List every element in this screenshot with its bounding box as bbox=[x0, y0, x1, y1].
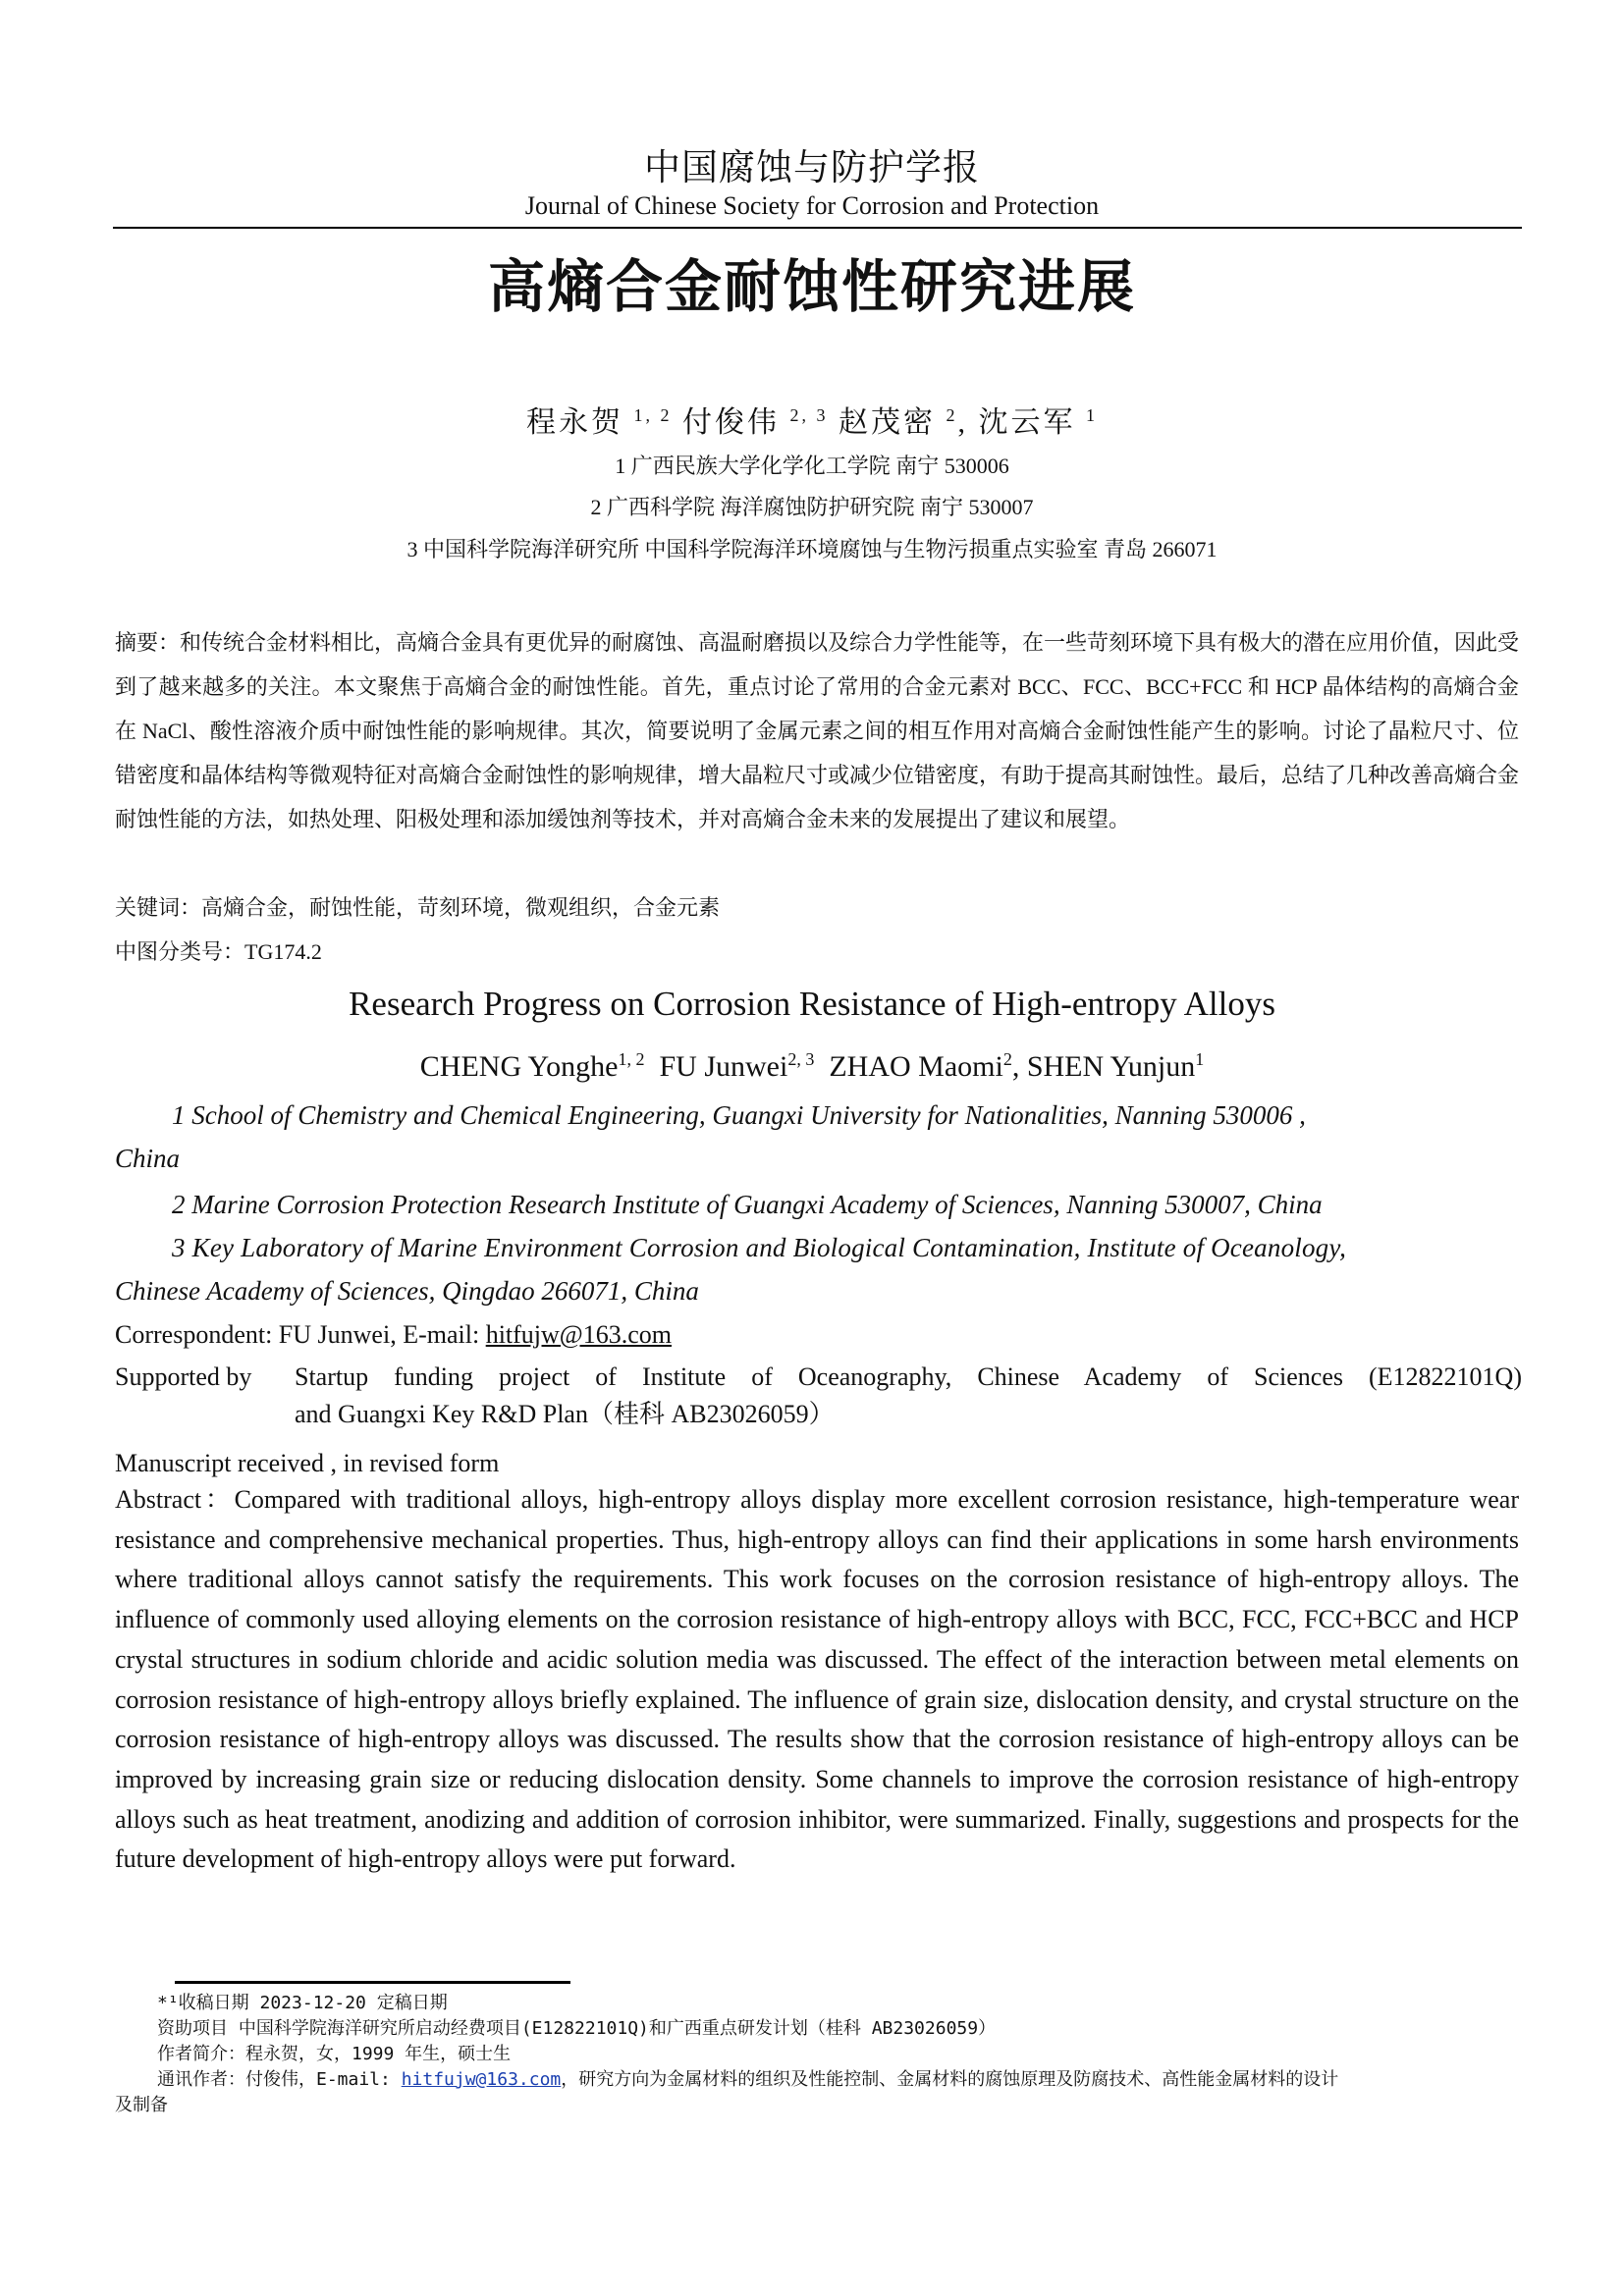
journal-name-cn: 中国腐蚀与防护学报 bbox=[644, 148, 980, 188]
correspondent-email-link[interactable]: hitfujw@163.com bbox=[485, 1320, 672, 1349]
paper-title-en: Research Progress on Corrosion Resistance of High-entropy Alloys bbox=[349, 985, 1275, 1023]
affiliation-en-2: 2 Marine Corrosion Protection Research Institute of Guangxi Academy of Sciences, Nanning 530007, China bbox=[172, 1190, 1323, 1219]
affiliation-cn-2: 2 广西科学院 海洋腐蚀防护研究院 南宁 530007 bbox=[590, 495, 1034, 519]
keywords-cn: 关键词：高熵合金，耐蚀性能，苛刻环境，微观组织，合金元素 bbox=[115, 895, 721, 920]
affiliation-cn-3: 3 中国科学院海洋研究所 中国科学院海洋环境腐蚀与生物污损重点实验室 青岛 266071 bbox=[406, 537, 1218, 561]
authors-cn: 程永贺 $^{1, 2}$ 付俊伟 $^{2, 3}$ 赵茂密 $^2$, 沈云军 $^1$ bbox=[526, 405, 1098, 439]
affiliation-en-3-line1: 3 Key Laboratory of Marine Environment Corrosion and Biological Contamination, Institute of Oceanology, bbox=[172, 1233, 1347, 1262]
footnote-funding: 资助项目 中国科学院海洋研究所启动经费项目(E12822101Q)和广西重点研发计划（桂科 AB23026059） bbox=[157, 2018, 997, 2039]
author-en-4: SHEN Yunjun$^1$ bbox=[1026, 1049, 1205, 1083]
author-en-1: CHENG Yonghe$^{1, 2}$ bbox=[419, 1049, 645, 1083]
journal-name-en: Journal of Chinese Society for Corrosion and Protection bbox=[524, 191, 1100, 220]
footnote-divider bbox=[175, 1981, 570, 1984]
supported-by-label: Supported by bbox=[115, 1362, 252, 1391]
author-en-3: ZHAO Maomi$^2$ bbox=[829, 1049, 1012, 1083]
footnote-author-bio: 作者简介：程永贺，女，1999 年生，硕士生 bbox=[157, 2044, 512, 2064]
affiliation-cn-1: 1 广西民族大学化学化工学院 南宁 530006 bbox=[615, 454, 1009, 478]
author-cn-1: 程永贺 $^{1, 2}$ bbox=[526, 405, 673, 439]
abstract-cn: 摘要：和传统合金材料相比，高熵合金具有更优异的耐腐蚀、高温耐磨损以及综合力学性能等，在一些苛刻环境下具有极大的潜在应用价值，因此受到了越来越多的关注。本文聚焦于高熵合金的耐蚀性能。首先，重点讨论了常用的合金元素对 BCC、FCC、BCC+FCC 和 HCP 晶体结构的高熵合金在 NaCl、酸性溶液介质中耐蚀性能的影响规律。其次，简要说明了金属元素之间的相互作用对高熵合金耐蚀性能产生的影响。讨论了晶粒尺寸、位错密度和晶体结构等微观特征对高熵合金耐蚀性的影响规律，增大晶粒尺寸或减少位错密度，有助于提高其耐蚀性。最后，总结了几种改善高熵合金耐蚀性能的方法，如热处理、阳极处理和添加缓蚀剂等技术，并对高熵合金未来的发展提出了建议和展望。 bbox=[115, 630, 1520, 831]
authors-en: CHENG Yonghe$^{1, 2}$ FU Junwei$^{2, 3}$ ZHAO Maomi$^2$, SHEN Yunjun$^1$ bbox=[419, 1049, 1205, 1083]
footnote-email-link[interactable]: hitfujw@163.com bbox=[401, 2069, 562, 2090]
footnote-received: *¹收稿日期 2023-12-20 定稿日期 bbox=[157, 1993, 448, 2013]
clc-number: 中图分类号：TG174.2 bbox=[115, 939, 322, 964]
paper-title-cn: 高熵合金耐蚀性研究进展 bbox=[487, 253, 1136, 320]
footnote-correspondent: 通讯作者：付俊伟，E-mail: hitfujw@163.com，研究方向为金属材料的组织及性能控制、金属材料的腐蚀原理及防腐技术、高性能金属材料的设计 bbox=[157, 2069, 1339, 2090]
author-cn-4: 沈云军 $^1$ bbox=[978, 405, 1098, 439]
supported-by-line1: Startup funding project of Institute of Oceanography, Chinese Academy of Sciences (E12822101Q) bbox=[295, 1362, 1522, 1391]
supported-by-line2: and Guangxi Key R&D Plan（桂科 AB23026059） bbox=[295, 1400, 835, 1428]
footnote-correspondent-line2: 及制备 bbox=[115, 2095, 168, 2115]
affiliation-en-3-line2: Chinese Academy of Sciences, Qingdao 266071, China bbox=[115, 1276, 699, 1306]
header-divider bbox=[113, 227, 1522, 229]
author-cn-2: 付俊伟 $^{2, 3}$ bbox=[682, 405, 829, 439]
affiliation-en-1-line2: China bbox=[115, 1144, 181, 1173]
correspondent: Correspondent: FU Junwei, E-mail: hitfujw@163.com bbox=[115, 1320, 672, 1349]
author-cn-3: 赵茂密 $^2$ bbox=[839, 405, 958, 439]
abstract-en: Abstract：Compared with traditional alloys, high-entropy alloys display more excellent corrosion resistance, high-temperature wear resistance and comprehensive mechanical properties. Thus, high-entropy alloys can find their applications in some harsh environments where traditional alloys cannot satisfy the requirements. This work focuses on the corrosion resistance of high-entropy alloys. The influence of commonly used alloying elements on the corrosion resistance of high-entropy alloys with BCC, FCC, FCC+BCC and HCP crystal structures in sodium chloride and acidic solution media was discussed. The effect of the interaction between metal elements on corrosion resistance of high-entropy alloys briefly explained. The influence of grain size, dislocation density, and crystal structure on the corrosion resistance of high-entropy alloys was discussed. The results show that the corrosion resistance of high-entropy alloys can be improved by increasing grain size or reducing dislocation density. Some channels to improve the corrosion resistance of high-entropy alloys such as heat treatment, anodizing and addition of corrosion inhibitor, were summarized. Finally, suggestions and prospects for the future development of high-entropy alloys were put forward. bbox=[115, 1485, 1519, 1874]
author-en-2: FU Junwei$^{2, 3}$ bbox=[659, 1049, 815, 1083]
manuscript-received: Manuscript received , in revised form bbox=[115, 1449, 500, 1477]
affiliation-en-1-line1: 1 School of Chemistry and Chemical Engineering, Guangxi University for Nationalities, Nanning 530006 , bbox=[172, 1100, 1306, 1130]
